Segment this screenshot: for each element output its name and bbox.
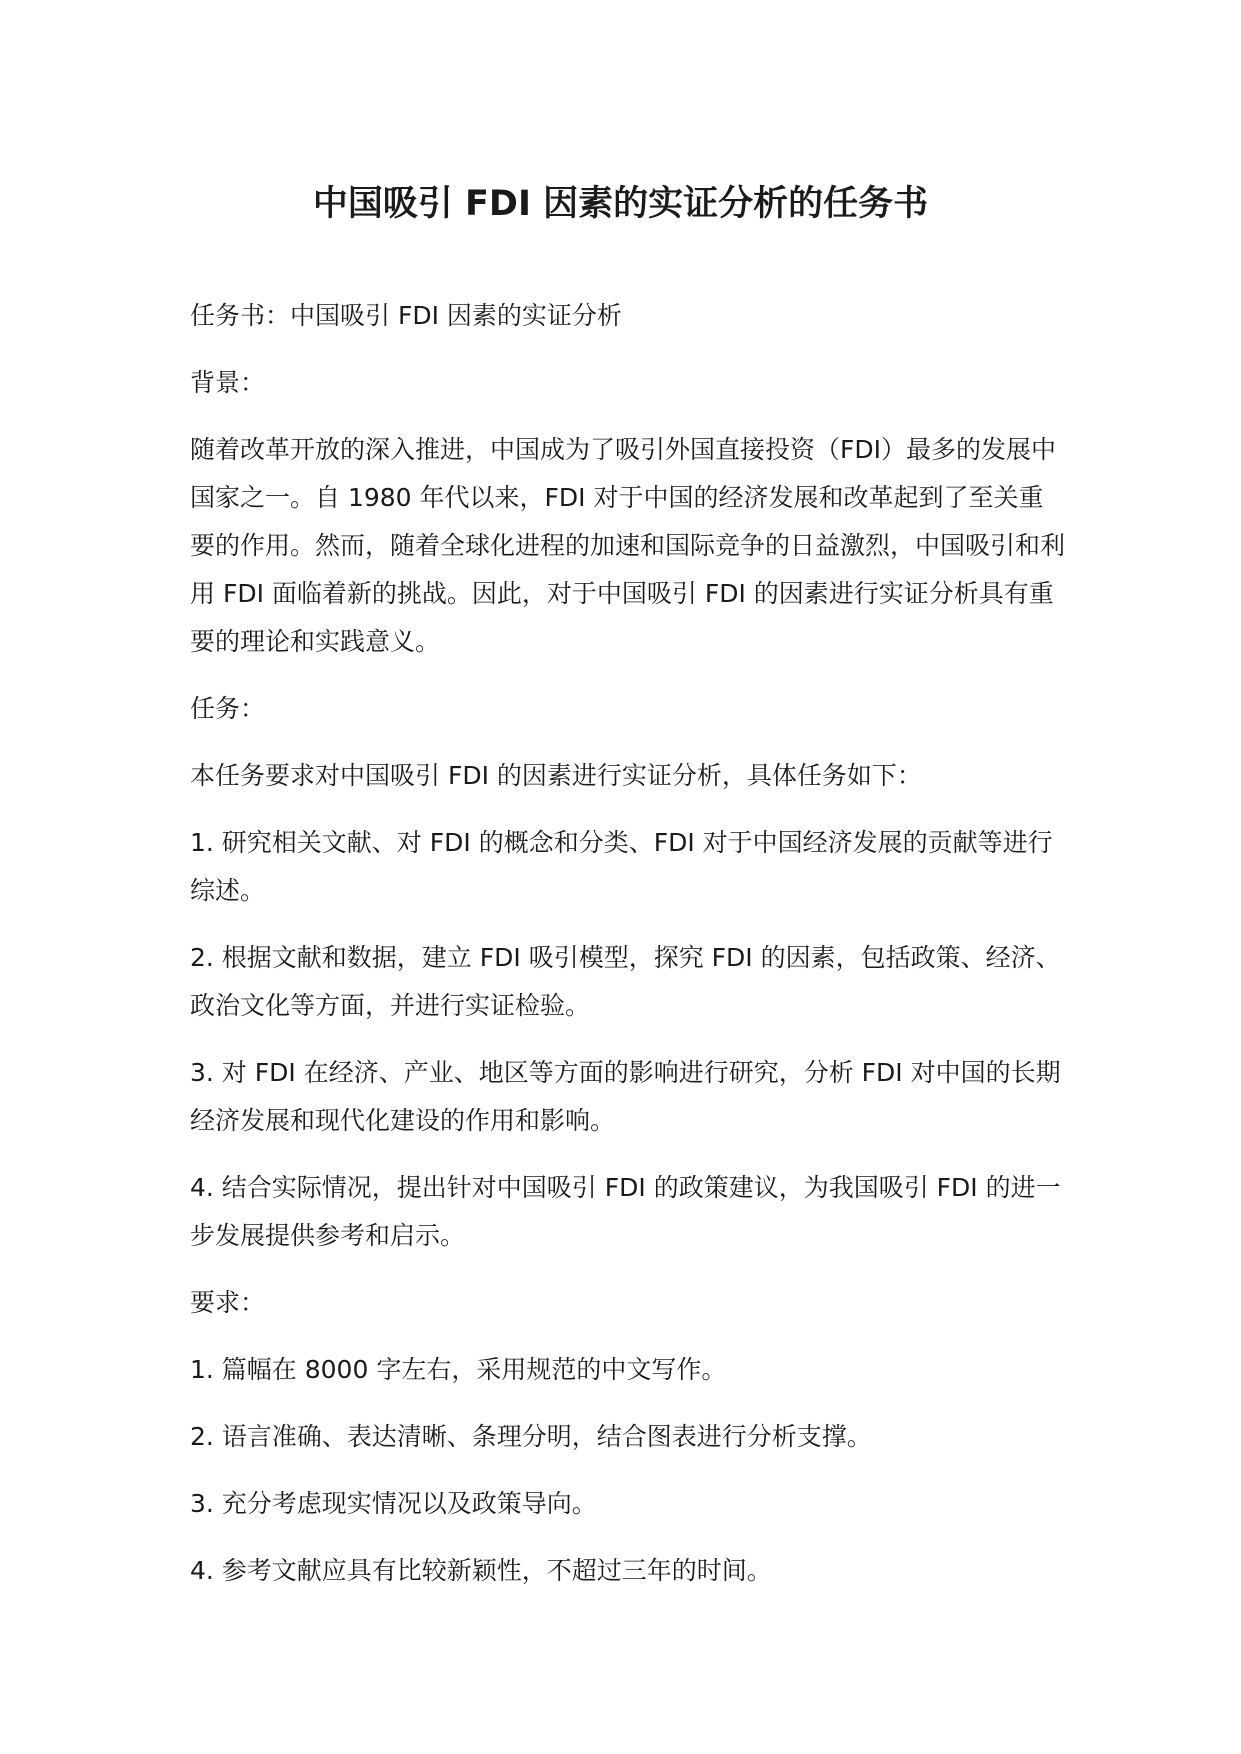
document-body (190, 292, 1065, 1614)
task-item-1: 1. 研究相关文献、对 FDI 的概念和分类、FDI 对于中国经济发展的贡献等进行综述。 (190, 828, 1053, 905)
task-item-2: 2. 根据文献和数据，建立 FDI 吸引模型，探究 FDI 的因素，包括政策、经济、政治文化等方面，并进行实证检验。 (190, 943, 1061, 1020)
section-heading-requirements: 要求： (190, 1288, 266, 1317)
task-item-4: 4. 结合实际情况，提出针对中国吸引 FDI 的政策建议，为我国吸引 FDI 的进一步发展提供参考和启示。 (190, 1173, 1061, 1250)
section-heading-background: 背景： (190, 368, 266, 397)
requirement-item-3: 3. 充分考虑现实情况以及政策导向。 (190, 1489, 597, 1518)
requirement-item-4: 4. 参考文献应具有比较新颖性，不超过三年的时间。 (190, 1556, 772, 1585)
section-heading-task: 任务： (190, 694, 266, 723)
task-intro-paragraph: 本任务要求对中国吸引 FDI 的因素进行实证分析，具体任务如下： (190, 761, 922, 790)
task-item-3: 3. 对 FDI 在经济、产业、地区等方面的影响进行研究，分析 FDI 对中国的长期经济发展和现代化建设的作用和影响。 (190, 1058, 1061, 1135)
document-title: 中国吸引 FDI 因素的实证分析的任务书 (312, 184, 929, 224)
subtitle-line: 任务书：中国吸引 FDI 因素的实证分析 (190, 301, 622, 330)
requirement-item-2: 2. 语言准确、表达清晰、条理分明，结合图表进行分析支撑。 (190, 1422, 872, 1451)
requirement-item-1: 1. 篇幅在 8000 字左右，采用规范的中文写作。 (190, 1355, 727, 1384)
background-paragraph: 随着改革开放的深入推进，中国成为了吸引外国直接投资（FDI）最多的发展中国家之一。自 1980 年代以来，FDI 对于中国的经济发展和改革起到了至关重要的作用。然而，随着全球化进程的加速和国际竞争的日益激烈，中国吸引和利用 FDI 面临着新的挑战。因此，对于中国吸引 FDI 的因素进行实证分析具有重要的理论和实践意义。 (190, 435, 1066, 656)
